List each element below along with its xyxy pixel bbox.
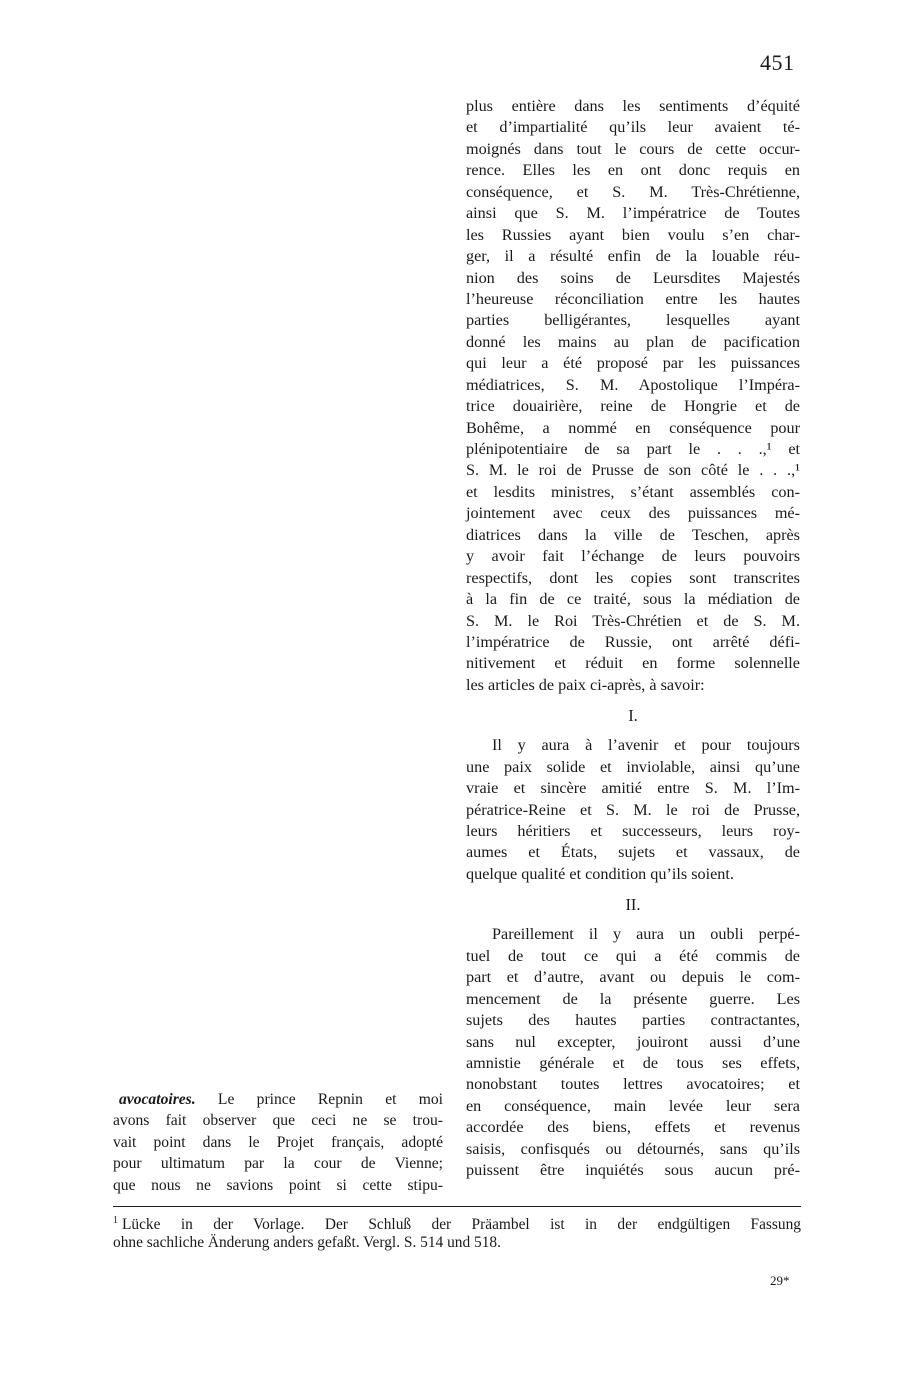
preamble-line: et lesdits ministres, s’étant assemblés con- bbox=[466, 482, 800, 501]
article-2-line: mencement de la présente guerre. Les bbox=[466, 989, 800, 1008]
preamble-line: jointement avec ceux des puissances mé- bbox=[466, 504, 800, 523]
article-2-line: sans nul excepter, jouiront aussi d’une bbox=[466, 1032, 800, 1051]
preamble-line: S. M. le roi de Prusse de son côté le . . .,¹ bbox=[466, 461, 800, 480]
side-note-lines bbox=[113, 1110, 443, 1196]
article-1-line: Il y aura à l’avenir et pour toujours bbox=[492, 736, 800, 755]
preamble-line: y avoir fait l’échange de leurs pouvoirs bbox=[466, 547, 800, 566]
article-1-line: leurs héritiers et successeurs, leurs roy- bbox=[466, 822, 800, 840]
preamble-line: qui leur a été proposé par les puissances bbox=[466, 354, 800, 373]
article-1-line: quelque qualité et condition qu’ils soient. bbox=[466, 864, 734, 883]
preamble-line: ainsi que S. M. l’impératrice de Toutes bbox=[466, 204, 800, 223]
article-2-line: accordée des biens, effets et revenus bbox=[466, 1118, 800, 1137]
article-2-paragraph bbox=[466, 924, 800, 1181]
preamble-line: moignés dans tout le cours de cette occur- bbox=[466, 139, 800, 158]
footnote-divider bbox=[113, 1206, 801, 1207]
side-note-line: vait point dans le Projet français, adopté bbox=[113, 1133, 443, 1151]
side-note-line: avons fait observer que ceci ne se trou- bbox=[113, 1112, 443, 1130]
preamble-line: parties belligérantes, lesquelles ayant bbox=[466, 311, 800, 330]
article-2-line: nonobstant toutes lettres avocatoires; et bbox=[466, 1075, 800, 1094]
side-note-line bbox=[113, 1089, 443, 1110]
article-2-line: tuel de tout ce qui a été commis de bbox=[466, 946, 800, 965]
article-heading-1: I. bbox=[628, 706, 638, 726]
signature-mark: 29* bbox=[770, 1273, 790, 1288]
footnote-marker: 1 bbox=[113, 1215, 118, 1226]
article-heading-2: II. bbox=[625, 895, 641, 915]
side-note-line: pour ultimatum par la cour de Vienne; bbox=[113, 1155, 443, 1173]
preamble-line: Bohême, a nommé en conséquence pour bbox=[466, 418, 800, 437]
preamble-line: conséquence, et S. M. Très-Chrétienne, bbox=[466, 182, 800, 201]
article-2-line: saisis, confisqués ou détournés, sans qu’ils bbox=[466, 1139, 800, 1158]
article-1-line: vraie et sincère amitié entre S. M. l’Im- bbox=[466, 779, 800, 798]
footnote bbox=[113, 1210, 801, 1254]
article-2-line: en conséquence, main levée leur sera bbox=[466, 1096, 800, 1115]
footnote-line-1 bbox=[113, 1210, 801, 1232]
footnote-line-2: ohne sachliche Änderung anders gefaßt. Vergl. S. 514 und 518. bbox=[113, 1234, 501, 1251]
preamble-line: plus entière dans les sentiments d’équité bbox=[466, 97, 800, 115]
preamble-line: trice douairière, reine de Hongrie et de bbox=[466, 397, 800, 416]
preamble-line: donné les mains au plan de pacification bbox=[466, 332, 800, 351]
preamble-line: les articles de paix ci-après, à savoir: bbox=[466, 675, 705, 694]
side-note-column bbox=[113, 1089, 443, 1196]
preamble-line: médiatrices, S. M. Apostolique l’Impéra- bbox=[466, 375, 800, 394]
preamble-line: à la fin de ce traité, sous la médiation de bbox=[466, 590, 800, 609]
article-1-line: pératrice-Reine et S. M. le roi de Prusse, bbox=[466, 800, 800, 819]
preamble-line: nitivement et réduit en forme solennelle bbox=[466, 654, 800, 673]
preamble-line: l’heureuse réconciliation entre les hautes bbox=[466, 289, 800, 308]
footnote-text-1: Lücke in der Vorlage. Der Schluß der Präambel ist in der endgültigen Fassung bbox=[122, 1216, 801, 1233]
article-2-line: Pareillement il y aura un oubli perpé- bbox=[492, 925, 800, 944]
preamble-line: respectifs, dont les copies sont transcrites bbox=[466, 568, 800, 587]
preamble-line: S. M. le Roi Très-Chrétien et de S. M. bbox=[466, 611, 800, 630]
article-2-line: amnistie générale et de tous ses effets, bbox=[466, 1053, 800, 1072]
preamble-line: rence. Elles les en ont donc requis en bbox=[466, 161, 800, 180]
preamble-line: les Russies ayant bien voulu s’en char- bbox=[466, 225, 800, 244]
article-1-paragraph bbox=[466, 735, 800, 885]
preamble-line: diatrices dans la ville de Teschen, après bbox=[466, 525, 800, 544]
preamble-line: et d’impartialité qu’ils leur avaient té- bbox=[466, 118, 800, 137]
article-2-line: part et d’autre, avant ou depuis le com- bbox=[466, 968, 800, 987]
page-number: 451 bbox=[760, 50, 795, 75]
article-1-line: aumes et États, sujets et vassaux, de bbox=[466, 843, 800, 862]
side-note-first-word: avocatoires. bbox=[119, 1091, 196, 1108]
article-1-line: une paix solide et inviolable, ainsi qu’une bbox=[466, 757, 800, 776]
preamble-line: ger, il a résulté enfin de la louable réu- bbox=[466, 247, 800, 266]
preamble-line: l’impératrice de Russie, ont arrêté défi- bbox=[466, 632, 800, 651]
preamble-line: plénipotentiaire de sa part le . . .,¹ et bbox=[466, 440, 800, 458]
side-note-line: que nous ne savions point si cette stipu- bbox=[113, 1176, 443, 1194]
preamble-paragraph bbox=[466, 96, 800, 696]
article-2-line: sujets des hautes parties contractantes, bbox=[466, 1011, 800, 1030]
article-2-line: puissent être inquiétés sous aucun pré- bbox=[466, 1161, 800, 1180]
side-note-first-line-rest: Le prince Repnin et moi bbox=[195, 1091, 443, 1108]
main-text-column bbox=[466, 96, 800, 1182]
preamble-line: nion des soins de Leursdites Majestés bbox=[466, 268, 800, 287]
